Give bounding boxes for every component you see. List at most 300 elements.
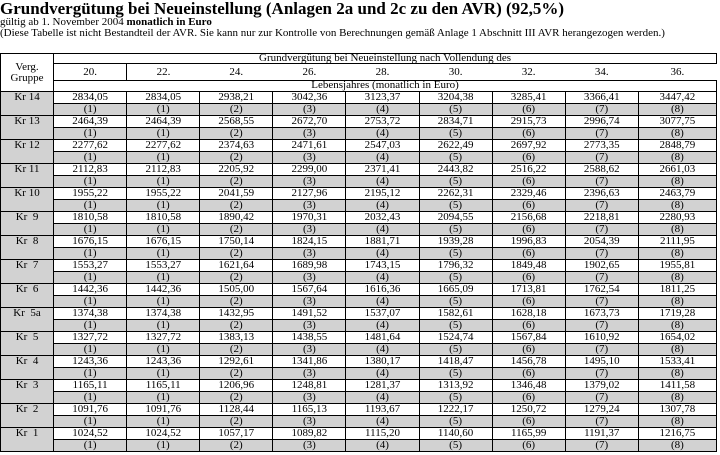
salary-cell: 2622,49 <box>419 140 492 152</box>
level-cell: (7) <box>565 416 638 428</box>
level-cell: (1) <box>54 128 127 140</box>
level-cell: (8) <box>638 104 716 116</box>
salary-cell: 1665,09 <box>419 284 492 296</box>
salary-cell: 1970,31 <box>273 212 346 224</box>
group-cell: Kr 7 <box>1 260 54 272</box>
salary-cell: 1996,83 <box>492 236 565 248</box>
salary-cell: 2443,82 <box>419 164 492 176</box>
level-cell: (5) <box>419 152 492 164</box>
group-cell: Kr 2 <box>1 404 54 416</box>
salary-cell: 2111,95 <box>638 236 716 248</box>
salary-cell: 2661,03 <box>638 164 716 176</box>
salary-cell: 2463,79 <box>638 188 716 200</box>
table-row <box>1 92 717 104</box>
table-row <box>1 212 717 224</box>
table-row <box>1 356 717 368</box>
level-cell: (1) <box>127 440 200 452</box>
level-cell: (7) <box>565 248 638 260</box>
level-cell: (3) <box>273 272 346 284</box>
salary-cell: 2516,22 <box>492 164 565 176</box>
salary-cell: 3204,38 <box>419 92 492 104</box>
level-cell: (2) <box>200 128 273 140</box>
level-cell: (6) <box>492 104 565 116</box>
salary-cell: 2996,74 <box>565 116 638 128</box>
level-cell: (1) <box>127 152 200 164</box>
level-cell: (6) <box>492 272 565 284</box>
salary-cell: 1533,41 <box>638 356 716 368</box>
salary-cell: 2834,05 <box>127 92 200 104</box>
level-cell: (6) <box>492 152 565 164</box>
level-cell: (3) <box>273 344 346 356</box>
level-cell: (7) <box>565 344 638 356</box>
level-cell: (1) <box>54 392 127 404</box>
level-cell: (7) <box>565 176 638 188</box>
salary-cell: 1243,36 <box>54 356 127 368</box>
salary-cell: 1307,78 <box>638 404 716 416</box>
level-cell: (2) <box>200 296 273 308</box>
salary-cell: 1743,15 <box>346 260 419 272</box>
table-row <box>1 116 717 128</box>
level-row <box>1 416 717 428</box>
salary-cell: 3285,41 <box>492 92 565 104</box>
salary-cell: 2464,39 <box>54 116 127 128</box>
level-cell: (5) <box>419 416 492 428</box>
salary-cell: 1418,47 <box>419 356 492 368</box>
salary-cell: 2156,68 <box>492 212 565 224</box>
level-cell: (6) <box>492 128 565 140</box>
level-cell: (4) <box>346 176 419 188</box>
table-row <box>1 164 717 176</box>
salary-cell: 2280,93 <box>638 212 716 224</box>
salary-cell: 1250,72 <box>492 404 565 416</box>
level-row <box>1 392 717 404</box>
salary-cell: 2588,62 <box>565 164 638 176</box>
salary-cell: 1796,32 <box>419 260 492 272</box>
salary-cell: 2299,00 <box>273 164 346 176</box>
level-cell: (3) <box>273 392 346 404</box>
group-column-header <box>1 54 54 92</box>
level-cell: (8) <box>638 128 716 140</box>
level-cell: (6) <box>492 200 565 212</box>
level-cell: (1) <box>127 248 200 260</box>
level-row <box>1 248 717 260</box>
table-row <box>1 404 717 416</box>
level-cell: (4) <box>346 392 419 404</box>
level-cell: (3) <box>273 296 346 308</box>
level-cell: (4) <box>346 344 419 356</box>
salary-cell: 1481,64 <box>346 332 419 344</box>
salary-cell: 1128,44 <box>200 404 273 416</box>
level-cell: (3) <box>273 320 346 332</box>
table-row <box>1 380 717 392</box>
level-cell: (1) <box>54 248 127 260</box>
level-cell: (7) <box>565 296 638 308</box>
level-cell: (8) <box>638 296 716 308</box>
age-header: 32. <box>492 63 565 81</box>
group-cell: Kr 3 <box>1 380 54 392</box>
salary-cell: 1165,11 <box>127 380 200 392</box>
level-cell: (4) <box>346 200 419 212</box>
table-row <box>1 308 717 320</box>
group-cell-spacer <box>1 368 54 380</box>
salary-cell: 1191,37 <box>565 428 638 440</box>
group-cell-spacer <box>1 176 54 188</box>
level-cell: (5) <box>419 128 492 140</box>
level-cell: (3) <box>273 152 346 164</box>
salary-cell: 2032,43 <box>346 212 419 224</box>
level-cell: (5) <box>419 320 492 332</box>
level-cell: (2) <box>200 248 273 260</box>
level-cell: (1) <box>54 320 127 332</box>
level-cell: (3) <box>273 368 346 380</box>
level-row <box>1 344 717 356</box>
salary-cell: 1491,52 <box>273 308 346 320</box>
level-cell: (7) <box>565 104 638 116</box>
salary-cell: 2848,79 <box>638 140 716 152</box>
salary-cell: 2938,21 <box>200 92 273 104</box>
salary-cell: 1089,82 <box>273 428 346 440</box>
group-cell-spacer <box>1 200 54 212</box>
level-cell: (1) <box>127 272 200 284</box>
page-title: Grundvergütung bei Neueinstellung (Anlagen 2a und 2c zu den AVR) (92,5%) <box>0 0 565 18</box>
salary-cell: 1713,81 <box>492 284 565 296</box>
level-cell: (1) <box>54 104 127 116</box>
salary-cell: 3366,41 <box>565 92 638 104</box>
salary-cell: 2396,63 <box>565 188 638 200</box>
level-cell: (4) <box>346 320 419 332</box>
salary-cell: 2277,62 <box>127 140 200 152</box>
salary-cell: 1442,36 <box>127 284 200 296</box>
salary-cell: 1616,36 <box>346 284 419 296</box>
level-row <box>1 104 717 116</box>
group-cell: Kr 10 <box>1 188 54 200</box>
salary-cell: 3042,36 <box>273 92 346 104</box>
group-cell-spacer <box>1 248 54 260</box>
salary-cell: 1383,13 <box>200 332 273 344</box>
table-body <box>1 92 717 452</box>
table-row <box>1 332 717 344</box>
level-cell: (2) <box>200 152 273 164</box>
level-cell: (3) <box>273 128 346 140</box>
salary-cell: 2773,35 <box>565 140 638 152</box>
salary-cell: 1955,81 <box>638 260 716 272</box>
salary-cell: 1537,07 <box>346 308 419 320</box>
salary-cell: 1689,98 <box>273 260 346 272</box>
level-cell: (8) <box>638 152 716 164</box>
age-span-header-tail: Lebensjahres (monatlich in Euro) <box>54 81 717 92</box>
salary-cell: 1341,86 <box>273 356 346 368</box>
validity-unit: monatlich in Euro <box>126 16 212 28</box>
level-row <box>1 320 717 332</box>
level-cell: (3) <box>273 440 346 452</box>
level-cell: (7) <box>565 200 638 212</box>
salary-cell: 2547,03 <box>346 140 419 152</box>
salary-cell: 1673,73 <box>565 308 638 320</box>
salary-cell: 1243,36 <box>127 356 200 368</box>
level-cell: (2) <box>200 344 273 356</box>
salary-cell: 1115,20 <box>346 428 419 440</box>
salary-cell: 1248,81 <box>273 380 346 392</box>
salary-cell: 3447,42 <box>638 92 716 104</box>
level-cell: (1) <box>127 344 200 356</box>
salary-cell: 1091,76 <box>127 404 200 416</box>
group-cell-spacer <box>1 152 54 164</box>
level-cell: (7) <box>565 152 638 164</box>
salary-cell: 1380,17 <box>346 356 419 368</box>
salary-cell: 1553,27 <box>127 260 200 272</box>
salary-cell: 2195,12 <box>346 188 419 200</box>
table-row <box>1 428 717 440</box>
level-cell: (1) <box>127 224 200 236</box>
salary-cell: 2127,96 <box>273 188 346 200</box>
group-cell: Kr 9 <box>1 212 54 224</box>
level-cell: (4) <box>346 296 419 308</box>
salary-cell: 1379,02 <box>565 380 638 392</box>
salary-cell: 2464,39 <box>127 116 200 128</box>
level-cell: (1) <box>54 344 127 356</box>
level-row <box>1 296 717 308</box>
level-cell: (1) <box>54 416 127 428</box>
salary-cell: 1524,74 <box>419 332 492 344</box>
salary-cell: 2205,92 <box>200 164 273 176</box>
level-cell: (6) <box>492 296 565 308</box>
group-cell: Kr 4 <box>1 356 54 368</box>
level-cell: (6) <box>492 344 565 356</box>
salary-cell: 2054,39 <box>565 236 638 248</box>
group-cell: Kr 5a <box>1 308 54 320</box>
group-cell-spacer <box>1 272 54 284</box>
level-cell: (3) <box>273 248 346 260</box>
level-cell: (8) <box>638 320 716 332</box>
salary-cell: 2915,73 <box>492 116 565 128</box>
level-row <box>1 224 717 236</box>
group-cell-spacer <box>1 344 54 356</box>
level-cell: (7) <box>565 224 638 236</box>
group-cell-spacer <box>1 224 54 236</box>
level-cell: (4) <box>346 104 419 116</box>
age-span-header: Grundvergütung bei Neueinstellung nach Vollendung des <box>54 54 717 64</box>
salary-cell: 1456,78 <box>492 356 565 368</box>
salary-cell: 1313,92 <box>419 380 492 392</box>
level-cell: (1) <box>127 368 200 380</box>
salary-cell: 1281,37 <box>346 380 419 392</box>
salary-cell: 2277,62 <box>54 140 127 152</box>
age-header-row <box>1 63 717 81</box>
salary-cell: 1495,10 <box>565 356 638 368</box>
group-cell: Kr 11 <box>1 164 54 176</box>
level-cell: (3) <box>273 104 346 116</box>
salary-cell: 1206,96 <box>200 380 273 392</box>
level-cell: (1) <box>54 296 127 308</box>
level-cell: (1) <box>54 176 127 188</box>
level-cell: (5) <box>419 440 492 452</box>
level-cell: (8) <box>638 344 716 356</box>
level-cell: (3) <box>273 176 346 188</box>
salary-cell: 2834,05 <box>54 92 127 104</box>
level-cell: (6) <box>492 224 565 236</box>
salary-cell: 1719,28 <box>638 308 716 320</box>
salary-cell: 1222,17 <box>419 404 492 416</box>
table-row <box>1 188 717 200</box>
salary-cell: 2834,71 <box>419 116 492 128</box>
level-row <box>1 176 717 188</box>
salary-cell: 1939,28 <box>419 236 492 248</box>
level-cell: (8) <box>638 440 716 452</box>
age-header: 30. <box>419 63 492 81</box>
salary-cell: 2753,72 <box>346 116 419 128</box>
level-cell: (4) <box>346 416 419 428</box>
level-cell: (4) <box>346 248 419 260</box>
age-header: 22. <box>127 63 200 81</box>
salary-cell: 1750,14 <box>200 236 273 248</box>
level-cell: (2) <box>200 176 273 188</box>
salary-cell: 1676,15 <box>54 236 127 248</box>
level-cell: (8) <box>638 224 716 236</box>
level-cell: (8) <box>638 272 716 284</box>
level-cell: (1) <box>127 176 200 188</box>
salary-cell: 1811,25 <box>638 284 716 296</box>
salary-cell: 1567,84 <box>492 332 565 344</box>
level-cell: (5) <box>419 104 492 116</box>
salary-cell: 1654,02 <box>638 332 716 344</box>
group-cell: Kr 12 <box>1 140 54 152</box>
age-header: 24. <box>200 63 273 81</box>
salary-cell: 2371,41 <box>346 164 419 176</box>
salary-cell: 1955,22 <box>54 188 127 200</box>
level-cell: (7) <box>565 320 638 332</box>
salary-cell: 3077,75 <box>638 116 716 128</box>
level-cell: (1) <box>54 272 127 284</box>
salary-cell: 1327,72 <box>127 332 200 344</box>
salary-cell: 2218,81 <box>565 212 638 224</box>
salary-cell: 1346,48 <box>492 380 565 392</box>
level-cell: (3) <box>273 224 346 236</box>
salary-cell: 1165,11 <box>54 380 127 392</box>
salary-cell: 1432,95 <box>200 308 273 320</box>
level-cell: (5) <box>419 368 492 380</box>
age-header: 34. <box>565 63 638 81</box>
level-cell: (5) <box>419 248 492 260</box>
salary-cell: 1438,55 <box>273 332 346 344</box>
level-cell: (8) <box>638 392 716 404</box>
level-cell: (2) <box>200 224 273 236</box>
salary-cell: 1621,64 <box>200 260 273 272</box>
level-cell: (2) <box>200 104 273 116</box>
level-cell: (3) <box>273 416 346 428</box>
salary-cell: 1165,13 <box>273 404 346 416</box>
level-cell: (6) <box>492 392 565 404</box>
salary-cell: 1505,00 <box>200 284 273 296</box>
salary-cell: 2568,55 <box>200 116 273 128</box>
group-cell-spacer <box>1 104 54 116</box>
level-cell: (5) <box>419 392 492 404</box>
group-cell-spacer <box>1 392 54 404</box>
level-row <box>1 200 717 212</box>
salary-cell: 2374,63 <box>200 140 273 152</box>
level-cell: (5) <box>419 296 492 308</box>
level-cell: (7) <box>565 368 638 380</box>
salary-cell: 1057,17 <box>200 428 273 440</box>
age-header: 26. <box>273 63 346 81</box>
salary-cell: 1165,99 <box>492 428 565 440</box>
level-cell: (7) <box>565 440 638 452</box>
salary-cell: 1442,36 <box>54 284 127 296</box>
level-cell: (6) <box>492 176 565 188</box>
level-cell: (6) <box>492 248 565 260</box>
salary-cell: 2262,31 <box>419 188 492 200</box>
salary-cell: 1374,38 <box>54 308 127 320</box>
level-cell: (4) <box>346 440 419 452</box>
salary-cell: 1279,24 <box>565 404 638 416</box>
level-cell: (1) <box>127 416 200 428</box>
level-cell: (6) <box>492 368 565 380</box>
group-header-line2: Gruppe <box>10 71 44 84</box>
group-cell-spacer <box>1 296 54 308</box>
salary-cell: 1411,58 <box>638 380 716 392</box>
level-cell: (6) <box>492 416 565 428</box>
group-cell: Kr 14 <box>1 92 54 104</box>
salary-cell: 3123,37 <box>346 92 419 104</box>
level-cell: (1) <box>127 128 200 140</box>
level-cell: (1) <box>54 440 127 452</box>
group-header-line1: Verg. <box>15 60 39 73</box>
group-cell-spacer <box>1 416 54 428</box>
level-cell: (1) <box>127 296 200 308</box>
salary-cell: 1193,67 <box>346 404 419 416</box>
salary-cell: 2112,83 <box>54 164 127 176</box>
level-row <box>1 152 717 164</box>
group-cell-spacer <box>1 320 54 332</box>
salary-cell: 1327,72 <box>54 332 127 344</box>
level-cell: (8) <box>638 248 716 260</box>
group-cell-spacer <box>1 440 54 452</box>
table-row <box>1 236 717 248</box>
age-header: 36. <box>638 63 716 81</box>
level-cell: (2) <box>200 320 273 332</box>
salary-cell: 1024,52 <box>54 428 127 440</box>
salary-cell: 1374,38 <box>127 308 200 320</box>
salary-cell: 1091,76 <box>54 404 127 416</box>
disclaimer-note: (Diese Tabelle ist nicht Bestandteil der AVR. Sie kann nur zur Kontrolle von Berechnungen gemäß Anlage 1 Abschnitt III AVR herangezogen werden.) <box>0 27 665 39</box>
level-cell: (8) <box>638 416 716 428</box>
level-cell: (1) <box>127 392 200 404</box>
level-cell: (5) <box>419 176 492 188</box>
salary-table <box>0 53 717 452</box>
level-row <box>1 272 717 284</box>
salary-cell: 1955,22 <box>127 188 200 200</box>
salary-cell: 1024,52 <box>127 428 200 440</box>
level-cell: (2) <box>200 200 273 212</box>
level-cell: (7) <box>565 392 638 404</box>
group-cell: Kr 8 <box>1 236 54 248</box>
salary-cell: 1628,18 <box>492 308 565 320</box>
age-header: 28. <box>346 63 419 81</box>
level-cell: (5) <box>419 272 492 284</box>
level-cell: (4) <box>346 224 419 236</box>
level-cell: (1) <box>127 200 200 212</box>
level-cell: (5) <box>419 344 492 356</box>
salary-cell: 2672,70 <box>273 116 346 128</box>
level-cell: (6) <box>492 320 565 332</box>
level-cell: (2) <box>200 392 273 404</box>
group-cell: Kr 5 <box>1 332 54 344</box>
salary-cell: 1824,15 <box>273 236 346 248</box>
level-cell: (2) <box>200 440 273 452</box>
level-cell: (4) <box>346 152 419 164</box>
salary-cell: 1676,15 <box>127 236 200 248</box>
level-cell: (4) <box>346 128 419 140</box>
validity-date: gültig ab 1. November 2004 <box>0 16 124 28</box>
